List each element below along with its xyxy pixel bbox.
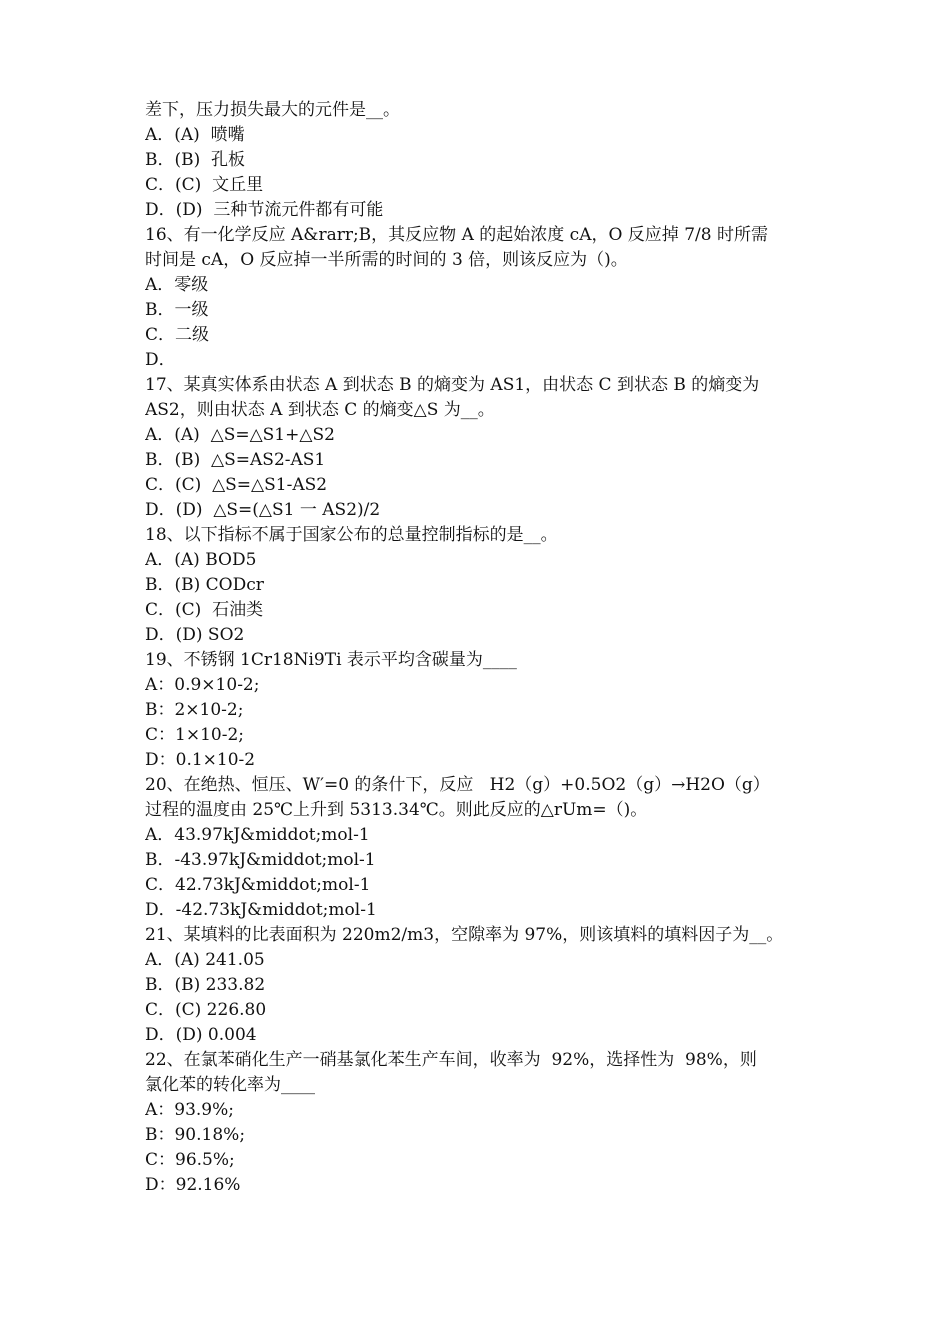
- option-line: B．-43.97kJ&middot;mol-1: [145, 850, 376, 870]
- option-line: D．(D) SO2: [145, 625, 245, 645]
- option-line: D．-42.73kJ&middot;mol-1: [145, 900, 377, 920]
- question-16: 16、有一化学反应 A&rarr;B，其反应物 A 的起始浓度 cA，O 反应掉 7/8 时所需: [145, 225, 768, 245]
- option-line: A．43.97kJ&middot;mol-1: [145, 825, 370, 845]
- option-line: A．(A) △S=△S1+△S2: [145, 425, 335, 445]
- option-line: A：93.9%;: [145, 1100, 235, 1120]
- option-line: C．二级: [145, 325, 210, 345]
- document-body: [145, 98, 810, 1198]
- option-line: C：1×10-2;: [145, 725, 244, 745]
- question-20: 20、在绝热、恒压、W′=0 的条什下，反应 H2（g）+0.5O2（g）→H2O（g）: [145, 775, 770, 795]
- option-line: B：2×10-2;: [145, 700, 244, 720]
- question-16-cont: 时间是 cA，O 反应掉一半所需的时间的 3 倍，则该反应为（)。: [145, 250, 628, 270]
- option-line: C．(C) 石油类: [145, 600, 264, 620]
- option-line: B．一级: [145, 300, 209, 320]
- question-17-cont: AS2，则由状态 A 到状态 C 的熵变△S 为__。: [145, 400, 495, 420]
- question-22: 22、在氯苯硝化生产一硝基氯化苯生产车间，收率为 92%，选择性为 98%，则: [145, 1050, 757, 1070]
- option-line: B．(B) 233.82: [145, 975, 266, 995]
- option-line: D．: [145, 350, 176, 370]
- option-line: A．(A) BOD5: [145, 550, 257, 570]
- option-line: C．42.73kJ&middot;mol-1: [145, 875, 371, 895]
- option-line: C．(C) 文丘里: [145, 175, 264, 195]
- question-18: 18、以下指标不属于国家公布的总量控制指标的是__。: [145, 525, 558, 545]
- option-line: B．(B) CODcr: [145, 575, 264, 595]
- option-line: C：96.5%;: [145, 1150, 235, 1170]
- option-line: B．(B) △S=AS2-AS1: [145, 450, 326, 470]
- option-line: B：90.18%;: [145, 1125, 246, 1145]
- option-line: D．(D) 三种节流元件都有可能: [145, 200, 384, 220]
- question-22-cont: 氯化苯的转化率为____: [145, 1075, 315, 1095]
- text-line: 差下，压力损失最大的元件是__。: [145, 100, 400, 120]
- option-line: D：92.16%: [145, 1175, 241, 1195]
- question-19: 19、不锈钢 1Cr18Ni9Ti 表示平均含碳量为____: [145, 650, 517, 670]
- question-17: 17、某真实体系由状态 A 到状态 B 的熵变为 AS1，由状态 C 到状态 B 的熵变为: [145, 375, 760, 395]
- option-line: A．(A) 241.05: [145, 950, 265, 970]
- option-line: B．(B) 孔板: [145, 150, 246, 170]
- option-line: D．(D) 0.004: [145, 1025, 257, 1045]
- option-line: D：0.1×10-2: [145, 750, 256, 770]
- option-line: C．(C) 226.80: [145, 1000, 267, 1020]
- question-20-cont: 过程的温度由 25℃上升到 5313.34℃。则此反应的△rUm=（)。: [145, 800, 648, 820]
- option-line: C．(C) △S=△S1-AS2: [145, 475, 328, 495]
- option-line: A．零级: [145, 275, 209, 295]
- option-line: A．(A) 喷嘴: [145, 125, 245, 145]
- question-21: 21、某填料的比表面积为 220m2/m3，空隙率为 97%，则该填料的填料因子为__。: [145, 925, 784, 945]
- option-line: A：0.9×10-2;: [145, 675, 260, 695]
- option-line: D．(D) △S=(△S1 一 AS2)/2: [145, 500, 381, 520]
